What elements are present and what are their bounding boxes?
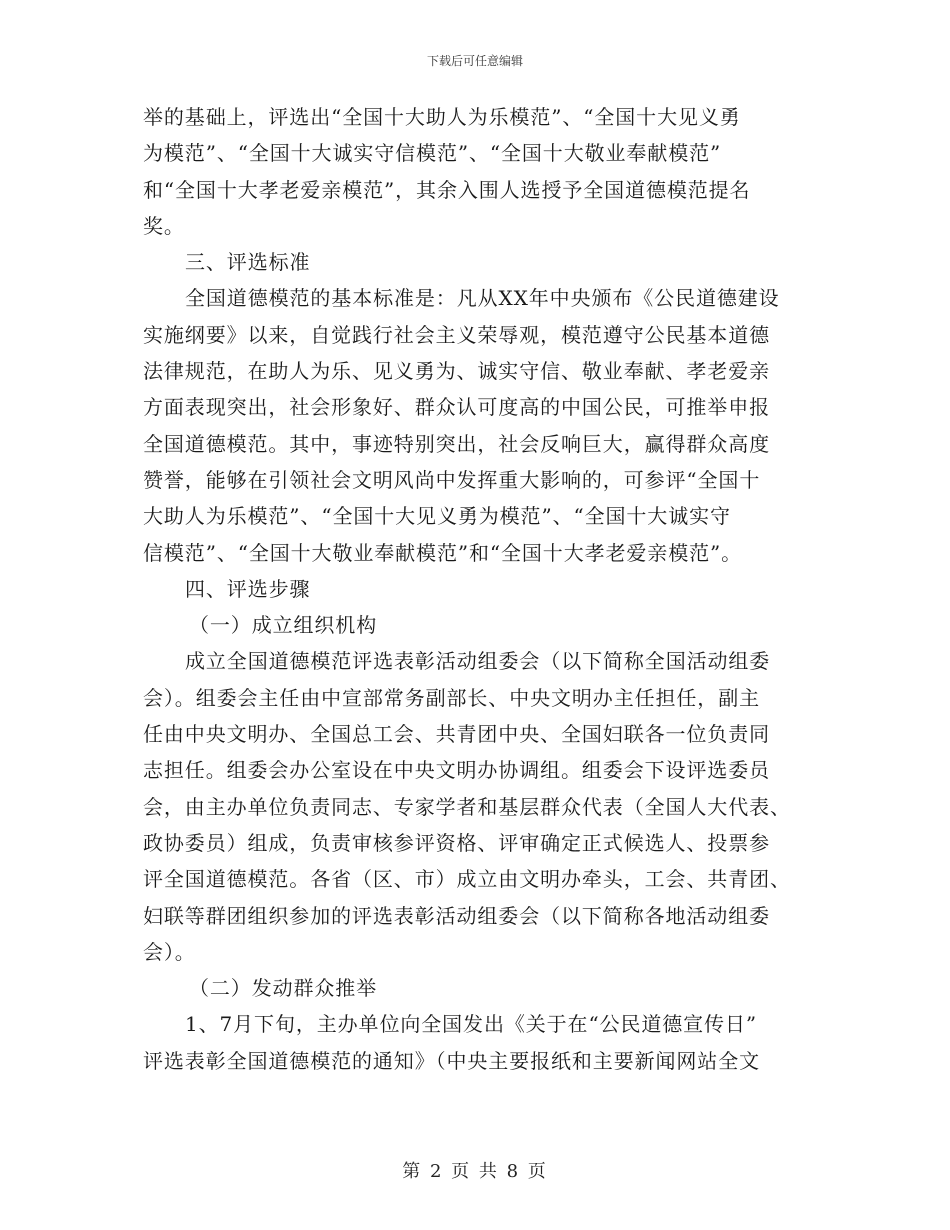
text-line: 大助人为乐模范”、“全国十大见义勇为模范”、“全国十大诚实守	[143, 504, 731, 529]
text-line: 任由中央文明办、全国总工会、共青团中央、全国妇联各一位负责同	[143, 722, 770, 747]
text-line: 全国道德模范。其中，事迹特别突出，社会反响巨大，赢得群众高度	[143, 431, 770, 456]
text-line: 会）。	[143, 939, 196, 964]
text-line: 信模范”、“全国十大敬业奉献模范”和“全国十大孝老爱亲模范”。	[143, 540, 743, 565]
text-line: 政协委员）组成，负责审核参评资格、评审确定正式候选人、投票参	[143, 830, 770, 855]
text-line: 奖。	[143, 213, 185, 238]
text-line: 会）。组委会主任由中宣部常务副部长、中央文明办主任担任，副主	[143, 685, 760, 710]
text-line: 成立全国道德模范评选表彰活动组委会（以下简称全国活动组委	[185, 649, 771, 674]
document-body	[143, 99, 813, 1079]
subsection-heading-organization: （一）成立组织机构	[189, 613, 378, 638]
text-line: 会，由主办单位负责同志、专家学者和基层群众代表（全国人大代表、	[143, 794, 791, 819]
text-line: 和“全国十大孝老爱亲模范”，其余入围人选授予全国道德模范提名	[143, 177, 751, 202]
text-line: 评选表彰全国道德模范的通知》（中央主要报纸和主要新闻网站全文	[143, 1048, 760, 1073]
text-line: 评全国道德模范。各省（区、市）成立由文明办牵头，工会、共青团、	[143, 867, 791, 892]
text-line: 实施纲要》以来，自觉践行社会主义荣辱观，模范遵守公民基本道德	[143, 322, 770, 347]
text-line: 1、7月下旬，主办单位向全国发出《关于在“公民道德宣传日”	[185, 1012, 757, 1037]
text-line: 举的基础上，评选出“全国十大助人为乐模范”、“全国十大见义勇	[143, 105, 741, 129]
subsection-heading-mobilize: （二）发动群众推举	[189, 976, 378, 1001]
text-line: 志担任。组委会办公室设在中央文明办协调组。组委会下设评选委员	[143, 758, 770, 783]
text-line: 为模范”、“全国十大诚实守信模范”、“全国十大敬业奉献模范”	[143, 141, 722, 166]
text-line: 方面表现突出，社会形象好、群众认可度高的中国公民，可推举申报	[143, 395, 770, 420]
page-number-footer: 第 2 页 共 8 页	[402, 1161, 548, 1182]
text-line: 赞誉，能够在引领社会文明风尚中发挥重大影响的，可参评“全国十	[143, 467, 761, 492]
text-line: 全国道德模范的基本标准是：凡从XX年中央颁布《公民道德建设	[185, 286, 780, 311]
section-heading-steps: 四、评选步骤	[185, 576, 311, 601]
section-heading-criteria: 三、评选标准	[185, 250, 311, 275]
page-header-note: 下载后可任意编辑	[426, 54, 523, 68]
text-line: 妇联等群团组织参加的评选表彰活动组委会（以下简称各地活动组委	[143, 903, 770, 928]
text-line: 法律规范，在助人为乐、见义勇为、诚实守信、敬业奉献、孝老爱亲	[143, 359, 770, 384]
